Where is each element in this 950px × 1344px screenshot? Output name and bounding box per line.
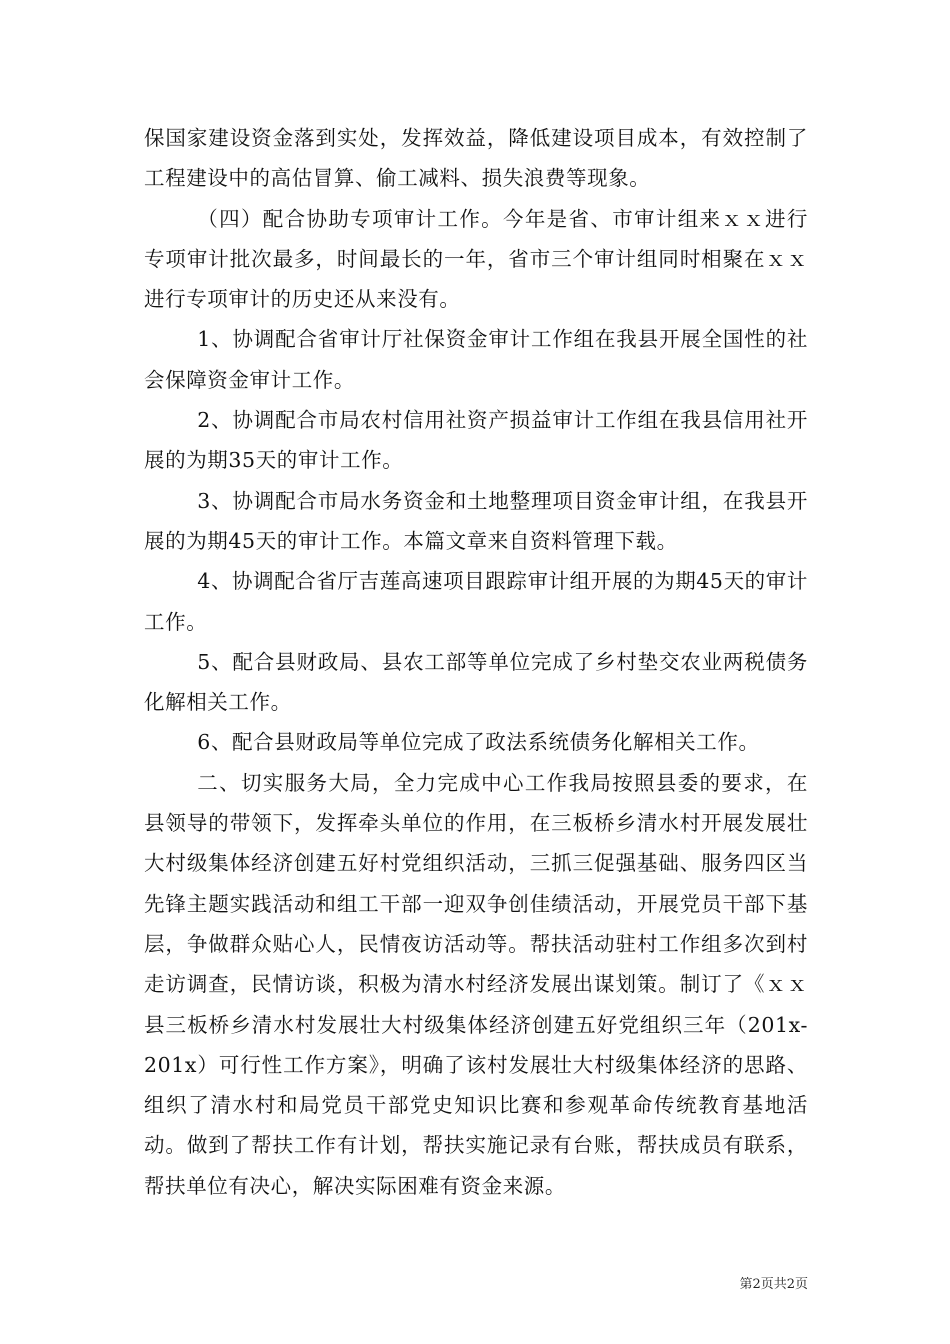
paragraph-item-5: 5、配合县财政局、县农工部等单位完成了乡村垫交农业两税债务化解相关工作。 [144,649,808,715]
paragraph-item-6: 6、配合县财政局等单位完成了政法系统债务化解相关工作。 [197,730,760,755]
paragraph-item-3: 3、协调配合市局水务资金和土地整理项目资金审计组，在我县开展的为期45天的审计工作。本篇文章来自资料管理下载。 [144,488,808,553]
paragraph-item-2: 2、协调配合市局农村信用社资产损益审计工作组在我县信用社开展的为期35天的审计工作。 [144,408,808,473]
paragraph-section-2: 二、切实服务大局，全力完成中心工作我局按照县委的要求，在县领导的带领下，发挥牵头单位的作用，在三板桥乡清水村开展发展壮大村级集体经济创建五好村党组织活动，三抓三促强基础、服务四区当先锋主题实践活动和组工干部一迎双争创佳绩活动，开展党员干部下基层，争做群众贴心人，民情夜访活动等。帮扶活动驻村工作组多次到村走访调查，民情访谈，积极为清水村经济发展出谋划策。制订了《ｘｘ县三板桥乡清水村发展壮大村级集体经济创建五好党组织三年（201x-201x）可行性工作方案》，明确了该村发展壮大村级集体经济的思路、组织了清水村和局党员干部党史知识比赛和参观革命传统教育基地活动。做到了帮扶工作有计划，帮扶实施记录有台账，帮扶成员有联系，帮扶单位有决心，解决实际困难有资金来源。 [144,770,808,1198]
paragraph-section-4: （四）配合协助专项审计工作。今年是省、市审计组来ｘｘ进行专项审计批次最多，时间最长的一年，省市三个审计组同时相聚在ｘｘ进行专项审计的历史还从来没有。 [144,206,808,312]
page-indicator: 第2页共2页 [739,1277,808,1292]
paragraph-item-1: 1、协调配合省审计厅社保资金审计工作组在我县开展全国性的社会保障资金审计工作。 [144,327,808,392]
paragraph-continuation: 保国家建设资金落到实处，发挥效益，降低建设项目成本，有效控制了工程建设中的高估冒算、偷工减料、损失浪费等现象。 [144,126,808,191]
paragraph-item-4: 4、协调配合省厅吉莲高速项目跟踪审计组开展的为期45天的审计工作。 [144,569,808,634]
document-body [144,118,808,1206]
